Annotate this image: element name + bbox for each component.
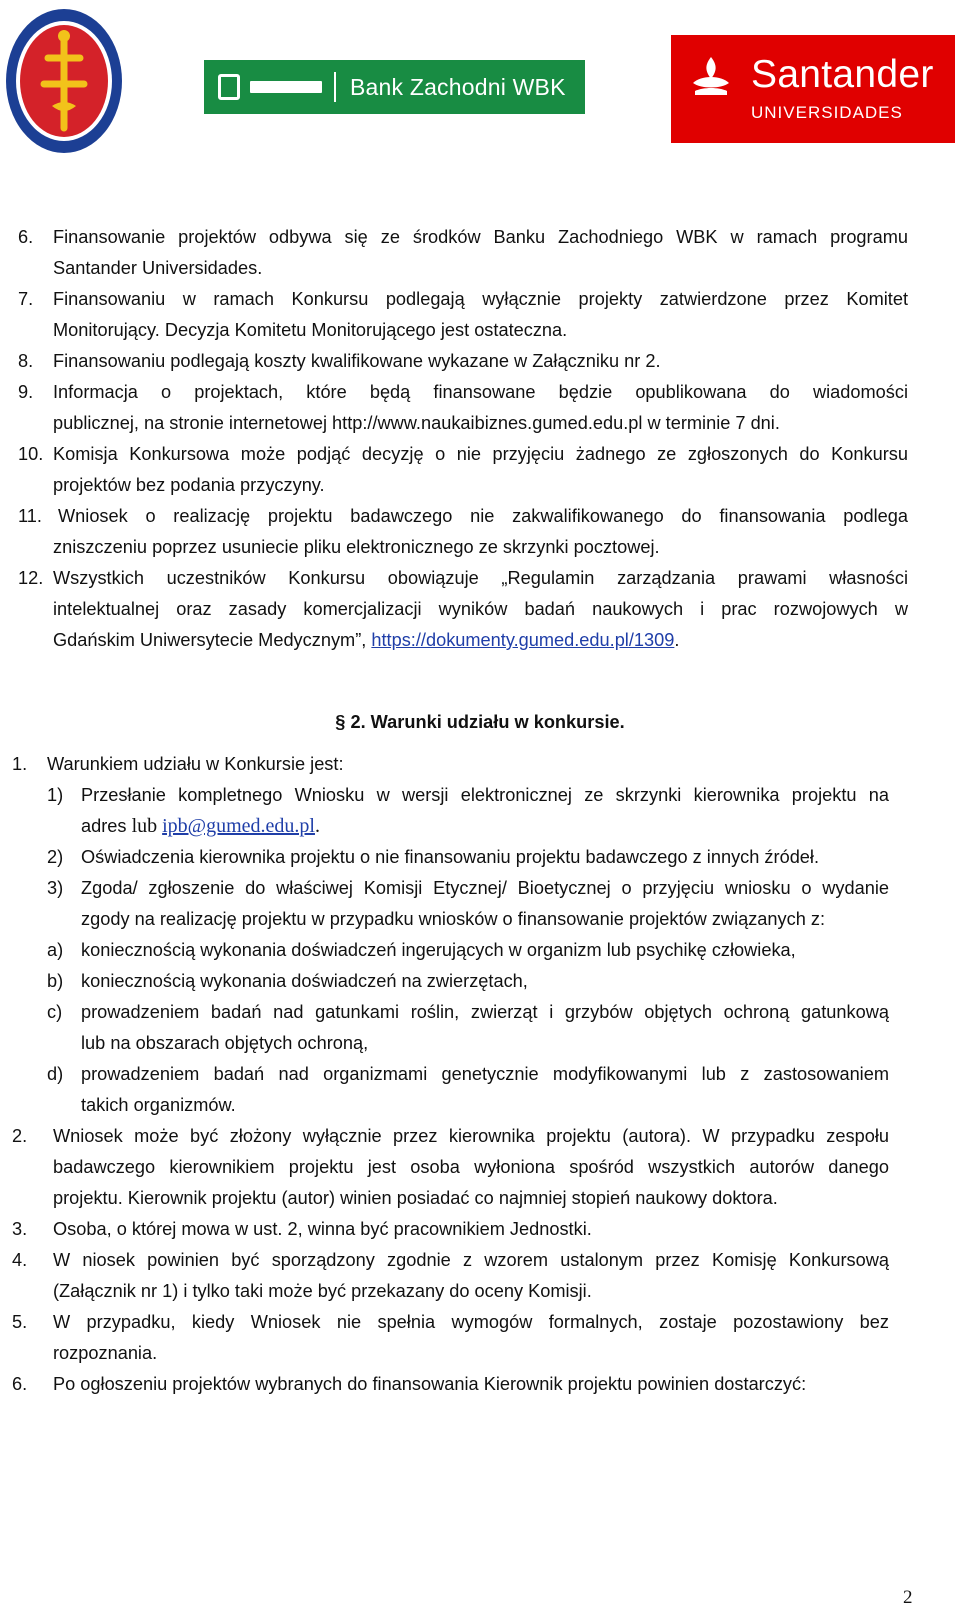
list-item-10-line-2: projektów bez podania przyczyny.: [53, 475, 325, 495]
list-number: 1.: [12, 754, 28, 774]
condition-6-line-1: Po ogłoszeniu projektów wybranych do finansowania Kierownik projektu powinien dostarczyć:: [53, 1374, 807, 1394]
list-item-7-line-2: Monitorujący. Decyzja Komitetu Monitorującego jest ostateczna.: [53, 320, 568, 340]
condition-2-line-2: badawczego kierownikiem projektu jest osoba wyłoniona spośród wszystkich autorów danego: [53, 1157, 889, 1177]
condition-3-line-1: Osoba, o której mowa w ust. 2, winna być pracownikiem Jednostki.: [53, 1219, 592, 1239]
list-number: 3): [47, 878, 64, 898]
list-item-12-line-2: intelektualnej oraz zasady komercjalizacji wyników badań naukowych i prac rozwojowych w: [53, 599, 908, 619]
santander-universidades-logo: [671, 35, 955, 143]
or-word: lub: [131, 815, 163, 837]
santander-logo-sub: UNIVERSIDADES: [751, 103, 903, 122]
list-letter: d): [47, 1064, 64, 1084]
list-number: 8.: [18, 351, 34, 371]
list-number: 10.: [18, 444, 44, 464]
list-number: 2): [47, 847, 64, 867]
page-number: 2: [903, 1587, 913, 1608]
condition-5-line-1: W przypadku, kiedy Wniosek nie spełnia wymogów formalnych, zostaje pozostawiony bez: [53, 1312, 889, 1332]
sentence-end: .: [674, 630, 680, 650]
wbk-wordmark-icon: [250, 81, 322, 93]
regulation-link[interactable]: https://dokumenty.gumed.edu.pl/1309: [371, 630, 675, 650]
sub-item-d-line-1: prowadzeniem badań nad organizmami genetycznie modyfikowanymi lub z zastosowaniem: [81, 1064, 889, 1084]
university-seal-logo: [4, 6, 124, 156]
list-item-9-line-1: Informacja o projektach, które będą finansowane będzie opublikowana do wiadomości: [53, 382, 908, 402]
address-label: adres: [81, 816, 132, 836]
condition-2-line-1: Wniosek może być złożony wyłącznie przez kierownika projektu (autora). W przypadku zespołu: [53, 1126, 889, 1146]
list-letter: b): [47, 971, 64, 991]
condition-1-text: Warunkiem udziału w Konkursie jest:: [47, 754, 344, 774]
list-number: 5.: [12, 1312, 28, 1332]
sub-item-2-line-1: Oświadczenia kierownika projektu o nie finansowaniu projektu badawczego z innych źródeł.: [81, 847, 820, 867]
list-number: 7.: [18, 289, 34, 309]
sub-item-1-line-2: [81, 815, 320, 837]
email-link[interactable]: ipb@gumed.edu.pl: [162, 815, 315, 837]
sub-item-3-line-1: Zgoda/ zgłoszenie do właściwej Komisji Etycznej/ Bioetycznej o przyjęciu wniosku o wydanie: [81, 878, 889, 898]
list-number: 6.: [12, 1374, 28, 1394]
section-heading: § 2. Warunki udziału w konkursie.: [335, 712, 625, 732]
list-item-10-line-1: Komisja Konkursowa może podjąć decyzję o nie przyjęciu żadnego ze zgłoszonych do Konkursu: [53, 444, 908, 464]
condition-5-line-2: rozpoznania.: [53, 1343, 158, 1363]
logo-divider: [334, 72, 336, 102]
sub-item-c-line-1: prowadzeniem badań nad gatunkami roślin, zwierząt i grzybów objętych ochroną gatunkową: [81, 1002, 889, 1022]
list-item-8-line-1: Finansowaniu podlegają koszty kwalifikowane wykazane w Załączniku nr 2.: [53, 351, 661, 371]
list-letter: c): [47, 1002, 63, 1022]
santander-logo-name: Santander: [751, 53, 934, 96]
bank-zachodni-wbk-logo: [204, 60, 585, 114]
list-letter: a): [47, 940, 64, 960]
condition-4-line-1: W niosek powinien być sporządzony zgodnie z wzorem ustalonym przez Komisję Konkursową: [53, 1250, 889, 1270]
list-item-12-line-3: [53, 629, 679, 651]
list-number: 1): [47, 785, 64, 805]
list-item-9-line-2: publicznej, na stronie internetowej http://www.naukaibiznes.gumed.edu.pl w terminie 7 dni.: [53, 413, 780, 433]
sub-item-d-line-2: takich organizmów.: [81, 1095, 236, 1115]
sub-item-c-line-2: lub na obszarach objętych ochroną,: [81, 1033, 369, 1053]
condition-2-line-3: projektu. Kierownik projektu (autor) winien posiadać co najmniej stopień naukowy doktora.: [53, 1188, 778, 1208]
sub-item-a-line-1: koniecznością wykonania doświadczeń ingerujących w organizm lub psychikę człowieka,: [81, 940, 796, 960]
wbk-logo-text: Bank Zachodni WBK: [350, 73, 566, 100]
condition-4-line-2: (Załącznik nr 1) i tylko taki może być przekazany do oceny Komisji.: [53, 1281, 592, 1301]
sub-item-1-line-1: Przesłanie kompletnego Wniosku w wersji elektronicznej ze skrzynki kierownika projektu na: [81, 785, 889, 805]
list-item-6-line-1: Finansowanie projektów odbywa się ze środków Banku Zachodniego WBK w ramach programu: [53, 227, 908, 247]
sub-item-b-line-1: koniecznością wykonania doświadczeń na zwierzętach,: [81, 971, 528, 991]
list-item-7-line-1: Finansowaniu w ramach Konkursu podlegają wyłącznie projekty zatwierdzone przez Komitet: [53, 289, 908, 309]
list-item-6-line-2: Santander Universidades.: [53, 258, 263, 278]
sub-item-3-line-2: zgody na realizację projektu w przypadku wniosków o finansowanie projektów związanych z:: [81, 909, 826, 929]
list-item-12-line-1: Wszystkich uczestników Konkursu obowiązuje „Regulamin zarządzania prawami własności: [53, 568, 908, 588]
list-number: 11.: [18, 506, 42, 526]
santander-flame-icon: [689, 55, 733, 99]
list-number: 12.: [18, 568, 44, 588]
wbk-emblem-icon: [218, 74, 240, 100]
list-number: 4.: [12, 1250, 28, 1270]
list-number: 6.: [18, 227, 34, 247]
list-number: 9.: [18, 382, 34, 402]
list-number: 2.: [12, 1126, 28, 1146]
regulation-name-text: Gdańskim Uniwersytecie Medycznym”,: [53, 630, 372, 650]
list-number: 3.: [12, 1219, 28, 1239]
sentence-end: .: [314, 815, 320, 837]
list-item-11-line-2: zniszczeniu poprzez usuniecie pliku elektronicznego ze skrzynki pocztowej.: [53, 537, 660, 557]
list-item-11-line-1: Wniosek o realizację projektu badawczego nie zakwalifikowanego do finansowania podlega: [58, 506, 908, 526]
